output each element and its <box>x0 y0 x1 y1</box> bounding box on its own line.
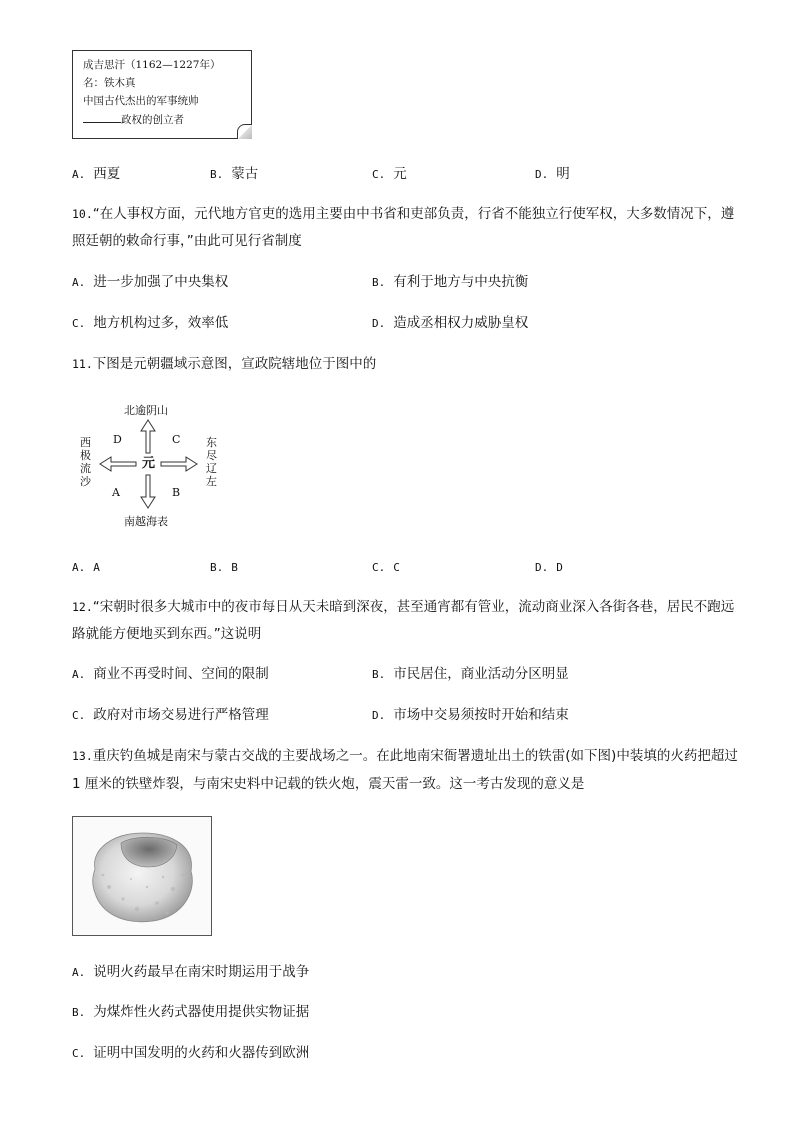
map-label-center: 元 <box>142 456 156 471</box>
yuan-territory-map <box>66 396 236 534</box>
q12-option-d[interactable]: D. 市场中交易须按时开始和结束 <box>372 707 569 723</box>
q12-stem-line2: 路就能方便地买到东西。”这说明 <box>72 626 262 642</box>
fill-blank <box>83 111 121 123</box>
iron-bomb-photo <box>72 816 212 936</box>
q13-stem-line2: 1 厘米的铁壁炸裂，与南宋史料中记载的铁火炮，震天雷一致。这一考古发现的意义是 <box>72 776 585 792</box>
q13-stem-line1: 13.重庆钓鱼城是南宋与蒙古交战的主要战场之一。在此地南宋衙署遗址出土的铁雷(如下图)中装填的火药把超过 <box>72 748 738 764</box>
iron-bomb-icon <box>73 817 211 935</box>
q13-option-b[interactable]: B. 为煤炸性火药式器使用提供实物证据 <box>72 1004 310 1020</box>
q9-figure-card <box>72 50 252 139</box>
q9-option-c[interactable]: C. 元 <box>372 166 407 182</box>
q9-option-b[interactable]: B. 蒙古 <box>210 166 259 182</box>
north-arrow-icon <box>141 420 155 453</box>
q10-option-a[interactable]: A. 进一步加强了中央集权 <box>72 274 229 290</box>
q9-option-a[interactable]: A. 西夏 <box>72 166 121 182</box>
map-region-d: D <box>113 433 122 446</box>
q11-option-c[interactable]: C. C <box>372 561 400 574</box>
map-label-west: 西极流沙 <box>80 436 91 488</box>
card-line-1: 成吉思汗（1162—1227年） <box>83 59 221 71</box>
map-label-north: 北逾阴山 <box>124 404 168 417</box>
map-label-south: 南越海表 <box>124 515 168 528</box>
south-arrow-icon <box>141 475 155 508</box>
q10-option-c[interactable]: C. 地方机构过多，效率低 <box>72 315 229 331</box>
q11-option-d[interactable]: D. D <box>535 561 563 574</box>
q9-option-d[interactable]: D. 明 <box>535 166 570 182</box>
q10-option-b[interactable]: B. 有利于地方与中央抗衡 <box>372 274 529 290</box>
q11-stem: 11.下图是元朝疆域示意图，宣政院辖地位于图中的 <box>72 356 377 372</box>
q12-option-c[interactable]: C. 政府对市场交易进行严格管理 <box>72 707 269 723</box>
q12-option-a[interactable]: A. 商业不再受时间、空间的限制 <box>72 666 269 682</box>
map-region-a: A <box>112 486 120 499</box>
card-line-4: 政权的创立者 <box>83 111 184 128</box>
q10-option-d[interactable]: D. 造成丞相权力威胁皇权 <box>372 315 529 331</box>
q11-option-b[interactable]: B. B <box>210 561 238 574</box>
page-curl-icon <box>237 124 252 139</box>
q13-option-c[interactable]: C. 证明中国发明的火药和火器传到欧洲 <box>72 1045 310 1061</box>
q13-option-a[interactable]: A. 说明火药最早在南宋时期运用于战争 <box>72 964 310 980</box>
q12-option-b[interactable]: B. 市民居住，商业活动分区明显 <box>372 666 569 682</box>
west-arrow-icon <box>100 457 136 471</box>
map-region-c: C <box>172 433 181 446</box>
map-label-east: 东尽辽左 <box>206 436 217 488</box>
q12-stem-line1: 12.“宋朝时很多大城市中的夜市每日从天未暗到深夜，甚至通宵都有管业，流动商业深入各街各巷，居民不跑远 <box>72 599 735 615</box>
q10-stem-line2: 照廷朝的敕命行事，”由此可见行省制度 <box>72 233 302 249</box>
q10-stem-line1: 10.“在人事权方面，元代地方官吏的选用主要由中书省和吏部负责，行省不能独立行使军权，大多数情况下，遵 <box>72 206 735 222</box>
card-line-3: 中国古代杰出的军事统帅 <box>83 95 199 107</box>
q11-option-a[interactable]: A. A <box>72 561 100 574</box>
east-arrow-icon <box>161 457 197 471</box>
card-line-2: 名：铁木真 <box>83 77 136 89</box>
map-region-b: B <box>172 486 181 499</box>
